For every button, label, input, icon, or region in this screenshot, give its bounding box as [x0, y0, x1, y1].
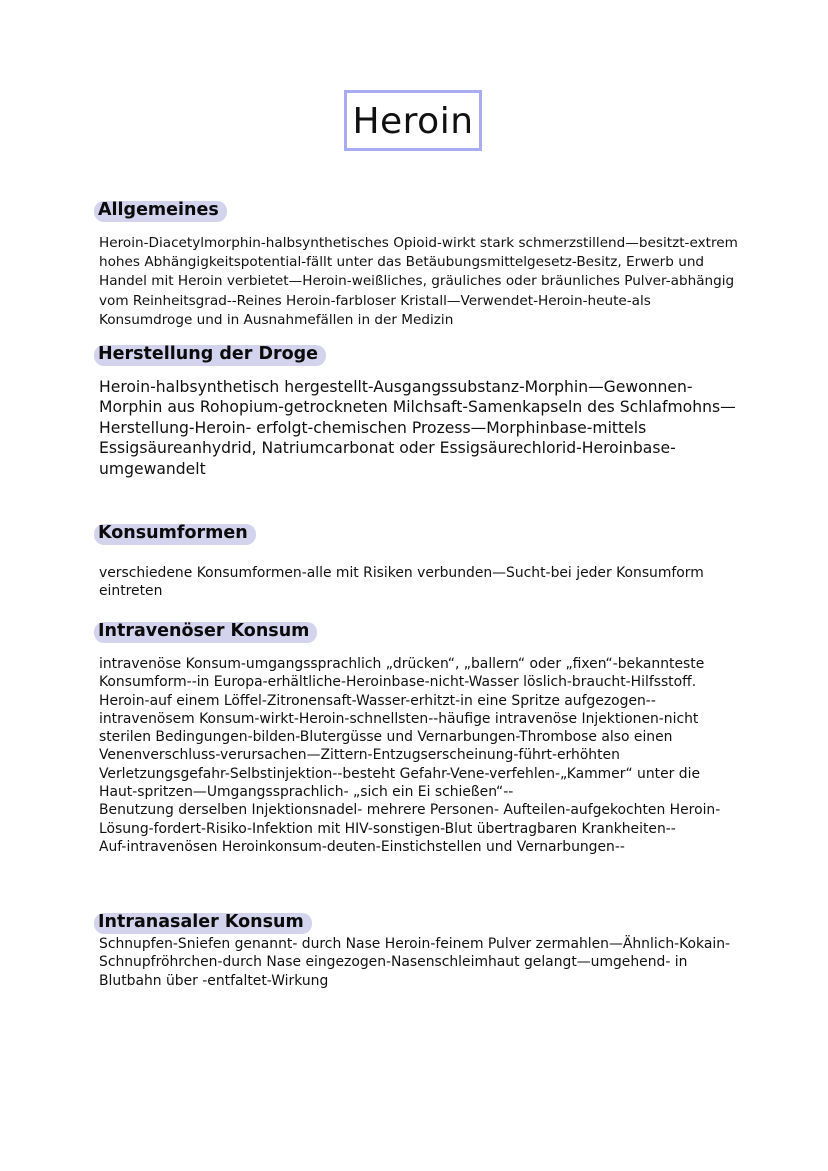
section-text-herstellung: Heroin-halbsynthetisch hergestellt-Ausgangssubstanz-Morphin—Gewonnen- Morphin aus Rohopium-getrockneten Milchsaft-Samenkapseln des Schlafmohns— Herstellung-Heroin- erfolgt-chemischen Prozess—Morphinbase-mittels Essigsäureanhydrid, Natriumcarbonat oder Essigsäurechlorid-Heroinbase- umgewandelt	[99, 378, 736, 478]
section-heading-intranasal	[98, 913, 312, 934]
section-heading-label: Konsumformen	[94, 524, 256, 545]
section-heading-label: Allgemeines	[94, 201, 227, 222]
section-heading-allgemeines	[98, 201, 227, 222]
page-title-box	[344, 90, 482, 151]
page-title: Heroin	[352, 100, 474, 142]
section-heading-label: Intranasaler Konsum	[94, 913, 312, 934]
section-heading-label: Intravenöser Konsum	[94, 622, 317, 643]
section-heading-herstellung	[98, 345, 326, 366]
section-heading-konsumformen	[98, 524, 256, 545]
section-heading-label: Herstellung der Droge	[94, 345, 326, 366]
section-text-intranasal: Schnupfen-Sniefen genannt- durch Nase Heroin-feinem Pulver zermahlen—Ähnlich-Kokain- Schnupfröhrchen-durch Nase eingezogen-Nasenschleimhaut gelangt—umgehend- in Blutbahn über -entfaltet-Wirkung	[99, 936, 731, 989]
section-text-intravenoes: intravenöse Konsum-umgangssprachlich „drücken“, „ballern“ oder „fixen“-bekannteste Konsumform--in Europa-erhältliche-Heroinbase-nicht-Wasser löslich-braucht-Hilfsstoff. Heroin-auf einem Löffel-Zitronensaft-Wasser-erhitzt-in eine Spritze aufgezogen-- intravenösem Konsum-wirkt-Heroin-schnellsten--häufige intravenöse Injektionen-nicht sterilen Bedingungen-bilden-Blutergüsse und Vernarbungen-Thrombose also einen Venenverschluss-verursachen—Zittern-Entzugserscheinung-führt-erhöhten Verletzungsgefahr-Selbstinjektion--besteht Gefahr-Vene-verfehlen-„Kammer“ unter die Haut-spritzen—Umgangssprachlich- „sich ein Ei schießen“-- Benutzung derselben Injektionsnadel- mehrere Personen- Aufteilen-aufgekochten Heroin- Lösung-fordert-Risiko-Infektion mit HIV-sonstigen-Blut übertragbaren Krankheiten-- Auf-intravenösen Heroinkonsum-deuten-Einstichstellen und Vernarbungen--	[99, 656, 721, 855]
section-heading-intravenoes	[98, 622, 317, 643]
section-text-allgemeines: Heroin-Diacetylmorphin-halbsynthetisches Opioid-wirkt stark schmerzstillend—besitzt-extrem hohes Abhängigkeitspotential-fällt unter das Betäubungsmittelgesetz-Besitz, Erwerb und Handel mit Heroin verbietet—Heroin-weißliches, gräuliches oder bräunliches Pulver-abhängig vom Reinheitsgrad--Reines Heroin-farbloser Kristall—Verwendet-Heroin-heute-als Konsumdroge und in Ausnahmefällen in der Medizin	[99, 235, 738, 328]
section-text-konsumformen: verschiedene Konsumformen-alle mit Risiken verbunden—Sucht-bei jeder Konsumform eintreten	[99, 565, 704, 600]
